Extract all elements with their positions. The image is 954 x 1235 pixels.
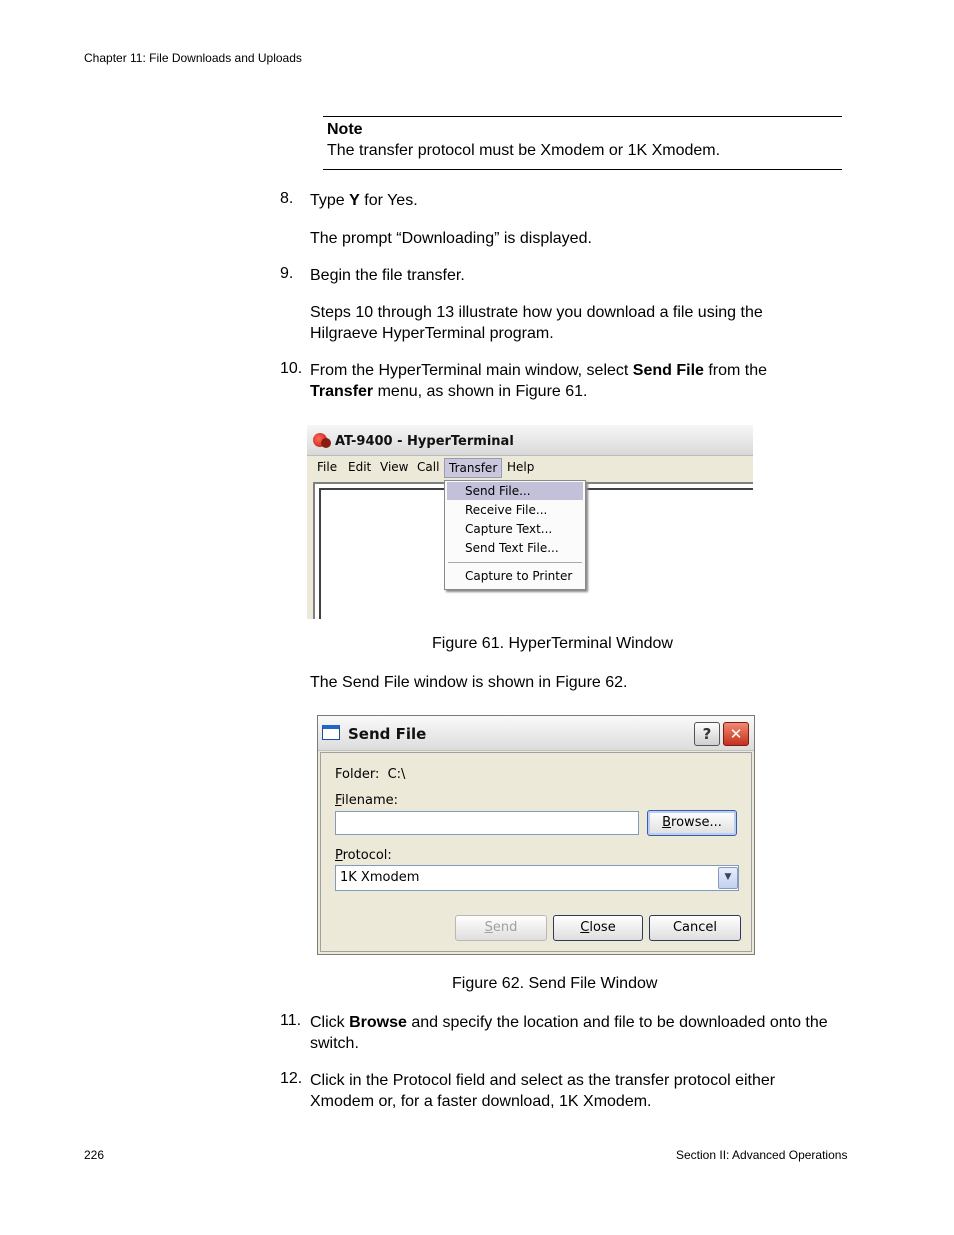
step-8-text: Type Y for Yes.: [310, 192, 418, 209]
menu-view[interactable]: View: [380, 460, 409, 474]
menu-separator: [448, 562, 582, 563]
send-file-title: Send File: [348, 725, 427, 743]
step-11-number: 11.: [280, 1012, 302, 1029]
hyperterminal-menubar: [307, 457, 753, 477]
close-window-button[interactable]: ✕: [723, 722, 749, 746]
hyperterminal-app-icon-detail: [321, 438, 331, 448]
menu-item-capture-text[interactable]: Capture Text...: [465, 522, 553, 536]
menu-item-send-text-file[interactable]: Send Text File...: [465, 541, 559, 555]
step-9-text: Begin the file transfer.: [310, 267, 465, 284]
step-11-text: Click Browse and specify the location and file to be downloaded onto the switch.: [310, 1014, 828, 1052]
step-9-number: 9.: [280, 265, 294, 282]
note-box: [323, 116, 842, 170]
section-footer: Section II: Advanced Operations: [676, 1148, 848, 1162]
menu-item-receive-file[interactable]: Receive File...: [465, 503, 548, 517]
note-title: Note: [327, 121, 363, 138]
menu-file[interactable]: File: [317, 460, 338, 474]
menu-call[interactable]: Call: [417, 460, 440, 474]
chapter-header: Chapter 11: File Downloads and Uploads: [84, 51, 302, 65]
send-file-titlebar: [318, 716, 754, 751]
filename-label: Filename:: [335, 793, 399, 808]
step-8-number: 8.: [280, 190, 294, 207]
hyperterminal-titlebar: [307, 425, 753, 456]
step-12-text: Click in the Protocol field and select as the transfer protocol either Xmodem or, for a faster download, 1K Xmodem.: [310, 1072, 776, 1110]
menu-transfer[interactable]: Transfer: [444, 458, 502, 478]
chevron-down-icon[interactable]: ▼: [718, 867, 738, 889]
step-9-detail: Steps 10 through 13 illustrate how you download a file using the Hilgraeve HyperTerminal program.: [310, 304, 763, 342]
menu-help[interactable]: Help: [507, 460, 535, 474]
help-button[interactable]: ?: [694, 722, 720, 746]
step-10-number: 10.: [280, 360, 303, 377]
folder-value: C:\: [387, 767, 406, 782]
close-button[interactable]: Close: [553, 915, 643, 941]
protocol-label: Protocol:: [335, 848, 392, 863]
send-file-body: [320, 752, 752, 952]
figure-62-caption: Figure 62. Send File Window: [452, 975, 658, 992]
step-10-text: From the HyperTerminal main window, select Send File from the Transfer menu, as shown in Figure 61.: [310, 362, 768, 400]
transfer-dropdown-menu: [444, 480, 586, 590]
note-body: The transfer protocol must be Xmodem or 1K Xmodem.: [327, 142, 721, 159]
window-icon: [322, 725, 340, 740]
send-button[interactable]: Send: [455, 915, 547, 941]
hyperterminal-title: AT-9400 - HyperTerminal: [335, 434, 514, 449]
protocol-select[interactable]: [335, 865, 739, 891]
send-file-dialog: [317, 715, 755, 955]
cancel-button[interactable]: Cancel: [649, 915, 741, 941]
step-10-result: The Send File window is shown in Figure 62.: [310, 674, 628, 691]
menu-item-send-file[interactable]: Send File...: [465, 484, 531, 498]
folder-label: Folder: C:\: [335, 767, 406, 782]
protocol-value: 1K Xmodem: [340, 870, 420, 885]
step-12-number: 12.: [280, 1070, 303, 1087]
menu-item-capture-to-printer[interactable]: Capture to Printer: [465, 569, 573, 583]
figure-61-caption: Figure 61. HyperTerminal Window: [432, 635, 673, 652]
browse-button[interactable]: Browse...: [647, 810, 737, 836]
page-number: 226: [84, 1148, 105, 1162]
filename-input[interactable]: [335, 811, 639, 835]
step-8-result: The prompt “Downloading” is displayed.: [310, 230, 592, 247]
hyperterminal-window: [307, 425, 753, 619]
menu-edit[interactable]: Edit: [348, 460, 372, 474]
